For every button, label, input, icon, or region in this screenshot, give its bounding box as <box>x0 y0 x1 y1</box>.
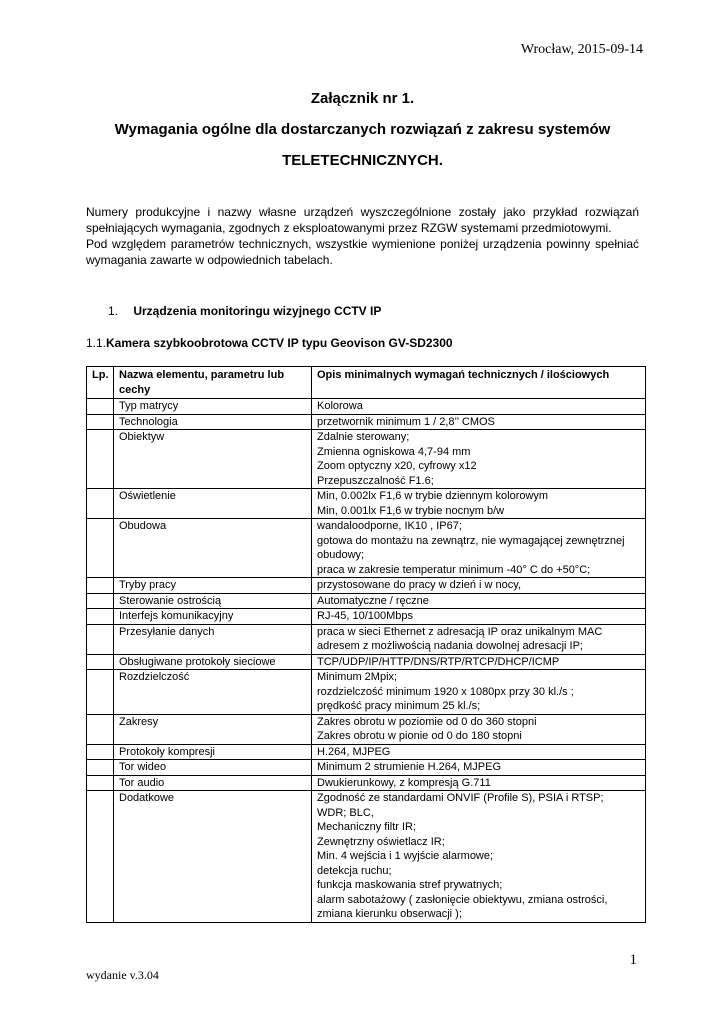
requirement-line: przetwornik minimum 1 / 2,8’’ CMOS <box>317 415 495 428</box>
table-row <box>87 760 646 776</box>
requirement-line: Minimum 2Mpix; <box>317 671 398 683</box>
table-row <box>87 714 646 744</box>
section-1-title: Urządzenia monitoringu wizyjnego CCTV IP <box>133 304 382 318</box>
row-requirement-description <box>312 791 646 923</box>
requirement-line: funkcja maskowania stref prywatnych; <box>317 879 503 891</box>
row-requirement-description <box>312 775 646 791</box>
section-1-1-number: 1.1. <box>86 336 107 350</box>
document-title-continuation: TELETECHNICZNYCH. <box>282 152 443 169</box>
header-lp: Lp. <box>87 367 114 399</box>
table-row <box>87 609 646 625</box>
row-requirement-description <box>312 430 646 489</box>
row-lp <box>87 578 114 594</box>
table-row <box>87 578 646 594</box>
requirement-line: Min, 0.001lx F1,6 w trybie nocnym b/w <box>317 504 505 517</box>
row-requirement-description <box>312 624 646 654</box>
row-parameter-name: Przesyłanie danych <box>114 624 312 654</box>
requirement-line: gotowa do montażu na zewnątrz, nie wymagającej zewnętrznej obudowy; <box>317 534 625 561</box>
requirement-line: rozdzielczość minimum 1920 x 1080px przy 30 kl./s ; <box>317 685 574 698</box>
row-parameter-name: Obiektyw <box>114 430 312 489</box>
row-lp <box>87 430 114 489</box>
row-parameter-name: Zakresy <box>114 714 312 744</box>
footer-edition: wydanie v.3.04 <box>86 968 159 982</box>
requirement-line: Minimum 2 strumienie H.264, MJPEG <box>317 761 501 773</box>
requirement-line: Automatyczne / ręczne <box>317 594 429 607</box>
table-row <box>87 744 646 760</box>
row-lp <box>87 414 114 430</box>
row-parameter-name: Protokoły kompresji <box>114 744 312 760</box>
section-1-heading <box>108 304 381 318</box>
row-lp <box>87 489 114 519</box>
requirement-line: Min, 0.002lx F1,6 w trybie dziennym kolorowym <box>317 490 549 502</box>
requirement-line: wandaloodporne, IK10 , IP67; <box>317 520 462 532</box>
table-row <box>87 624 646 654</box>
requirement-line: Mechaniczny filtr IR; <box>317 821 417 833</box>
table-row <box>87 399 646 415</box>
row-parameter-name: Tor audio <box>114 775 312 791</box>
intro-paragraph-1: Numery produkcyjne i nazwy własne urządzeń wyszczególnione zostały jako przykład rozwiązań spełniających wymagania, zgodnych z eksploatowanymi przez RZGW systemami przedmiotowymi. <box>86 205 639 235</box>
row-parameter-name: Dodatkowe <box>114 791 312 923</box>
row-lp <box>87 609 114 625</box>
row-requirement-description <box>312 609 646 625</box>
row-parameter-name: Obsługiwane protokoły sieciowe <box>114 654 312 670</box>
row-parameter-name: Obudowa <box>114 519 312 578</box>
row-lp <box>87 624 114 654</box>
header-name: Nazwa elementu, parametru lub cechy <box>114 367 312 399</box>
row-lp <box>87 775 114 791</box>
table-body <box>87 399 646 923</box>
page-number: 1 <box>629 952 637 968</box>
row-requirement-description <box>312 519 646 578</box>
section-1-number: 1. <box>108 304 119 318</box>
row-requirement-description <box>312 414 646 430</box>
header-description: Opis minimalnych wymagań technicznych / ilościowych <box>312 367 646 399</box>
requirement-line: alarm sabotażowy ( zasłonięcie obiektywu, zmiana ostrości, zmiana kierunku obserwacji ); <box>317 893 608 920</box>
section-1-1-title: Kamera szybkoobrotowa CCTV IP typu Geovison GV-SD2300 <box>106 336 453 350</box>
row-requirement-description <box>312 578 646 594</box>
row-lp <box>87 670 114 715</box>
requirement-line: WDR; BLC, <box>317 806 374 819</box>
table-row <box>87 670 646 715</box>
row-lp <box>87 654 114 670</box>
table-row <box>87 430 646 489</box>
requirements-table <box>86 366 646 923</box>
row-parameter-name: Tor wideo <box>114 760 312 776</box>
table-row <box>87 414 646 430</box>
table-row <box>87 593 646 609</box>
row-requirement-description <box>312 593 646 609</box>
requirement-line: Zewnętrzny oświetlacz IR; <box>317 835 445 848</box>
requirement-line: Zdalnie sterowany; <box>317 431 410 443</box>
requirement-line: Zgodność ze standardami ONVIF (Profile S), PSIA i RTSP; <box>317 792 604 804</box>
row-lp <box>87 399 114 415</box>
intro-paragraph-2: Pod względem parametrów technicznych, wszystkie wymienione poniżej urządzenia powinny spełniać wymagania zawarte w odpowiednich tabelach. <box>86 237 639 267</box>
row-requirement-description <box>312 744 646 760</box>
row-lp <box>87 519 114 578</box>
table-row <box>87 654 646 670</box>
row-parameter-name: Rozdzielczość <box>114 670 312 715</box>
row-lp <box>87 791 114 923</box>
requirement-line: Zoom optyczny x20, cyfrowy x12 <box>317 460 477 472</box>
requirement-line: Zakres obrotu w poziomie od 0 do 360 stopni <box>317 715 537 728</box>
document-title: Wymagania ogólne dla dostarczanych rozwiązań z zakresu systemów <box>114 121 611 138</box>
annex-title: Załącznik nr 1. <box>310 90 415 107</box>
row-parameter-name: Interfejs komunikacyjny <box>114 609 312 625</box>
requirement-line: praca w zakresie temperatur minimum -40° C do +50°C; <box>317 563 591 576</box>
row-parameter-name: Typ matrycy <box>114 399 312 415</box>
table-header-row <box>87 367 646 399</box>
requirement-line: Dwukierunkowy, z kompresją G.711 <box>317 776 491 789</box>
row-requirement-description <box>312 760 646 776</box>
intro-section <box>86 204 639 268</box>
row-lp <box>87 714 114 744</box>
requirement-line: Przepuszczalność F1.6; <box>317 474 434 487</box>
requirement-line: detekcja ruchu; <box>317 864 392 877</box>
requirement-line: RJ-45, 10/100Mbps <box>317 610 413 622</box>
requirement-line: H.264, MJPEG <box>317 745 391 758</box>
row-requirement-description <box>312 399 646 415</box>
row-parameter-name: Sterowanie ostrością <box>114 593 312 609</box>
requirement-line: Zmienna ogniskowa 4,7-94 mm <box>317 445 471 458</box>
table-row <box>87 489 646 519</box>
row-lp <box>87 593 114 609</box>
row-lp <box>87 744 114 760</box>
row-parameter-name: Technologia <box>114 414 312 430</box>
section-1-1-heading <box>86 336 453 350</box>
requirement-line: Zakres obrotu w pionie od 0 do 180 stopni <box>317 730 522 742</box>
row-requirement-description <box>312 489 646 519</box>
table-row <box>87 519 646 578</box>
requirement-line: Min. 4 wejścia i 1 wyjście alarmowe; <box>317 850 494 862</box>
requirement-line: przystosowane do pracy w dzień i w nocy, <box>317 579 521 591</box>
row-lp <box>87 760 114 776</box>
table-row <box>87 791 646 923</box>
row-requirement-description <box>312 670 646 715</box>
row-requirement-description <box>312 654 646 670</box>
document-date: Wrocław, 2015-09-14 <box>520 42 643 57</box>
row-parameter-name: Tryby pracy <box>114 578 312 594</box>
table-row <box>87 775 646 791</box>
row-requirement-description <box>312 714 646 744</box>
row-parameter-name: Oświetlenie <box>114 489 312 519</box>
requirement-line: TCP/UDP/IP/HTTP/DNS/RTP/RTCP/DHCP/ICMP <box>317 655 560 668</box>
requirement-line: prędkość pracy minimum 25 kl./s; <box>317 700 481 712</box>
requirement-line: praca w sieci Ethernet z adresacją IP oraz unikalnym MAC adresem z możliwością nadania dowolnej adresacji IP; <box>317 625 603 652</box>
requirement-line: Kolorowa <box>317 400 363 412</box>
